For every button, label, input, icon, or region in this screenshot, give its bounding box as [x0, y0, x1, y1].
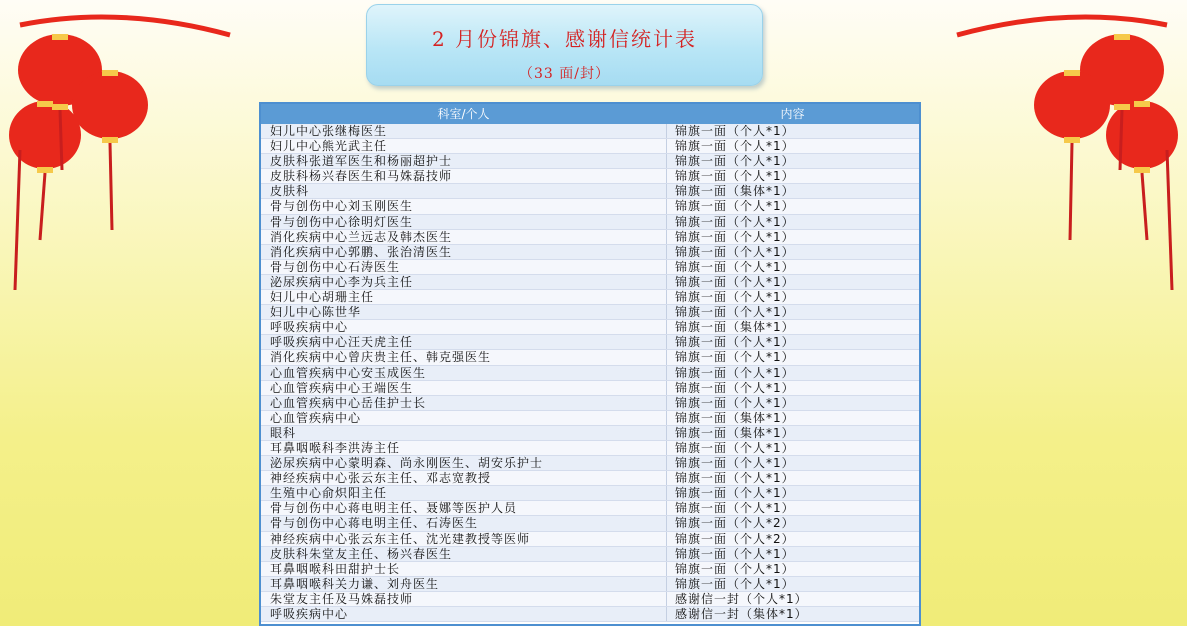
cell-content: 锦旗一面（集体*1） — [675, 425, 795, 440]
table-row — [261, 215, 919, 230]
table-row — [261, 396, 919, 411]
cell-department: 心血管疾病中心岳佳护士长 — [261, 396, 667, 410]
table-row — [261, 154, 919, 169]
cell-department: 消化疾病中心郭鹏、张治清医生 — [261, 245, 667, 259]
table-row — [261, 532, 919, 547]
cell-content: 锦旗一面（个人*1） — [675, 290, 795, 305]
cell-content: 锦旗一面（个人*1） — [675, 124, 795, 138]
cell-department: 泌尿疾病中心李为兵主任 — [261, 275, 667, 289]
cell-department: 消化疾病中心曾庆贵主任、韩克强医生 — [261, 350, 667, 364]
cell-department: 朱堂友主任及马姝磊技师 — [261, 592, 667, 606]
table-row — [261, 335, 919, 350]
cell-content: 锦旗一面（个人*2） — [675, 516, 795, 531]
cell-department: 妇儿中心熊光武主任 — [261, 139, 667, 153]
cell-department: 皮肤科杨兴春医生和马姝磊技师 — [261, 169, 667, 183]
cell-content: 锦旗一面（个人*1） — [675, 259, 795, 274]
cell-content: 锦旗一面（个人*1） — [675, 139, 795, 154]
page-title: 2 月份锦旗、感谢信统计表 — [431, 27, 698, 51]
page-subtitle: （33 面/封） — [519, 66, 610, 82]
table-row — [261, 320, 919, 335]
cell-content: 锦旗一面（个人*1） — [675, 214, 795, 229]
cell-content: 锦旗一面（个人*1） — [675, 169, 795, 184]
table-row — [261, 245, 919, 260]
cell-department: 神经疾病中心张云东主任、沈光建教授等医师 — [261, 532, 667, 546]
table-row — [261, 411, 919, 426]
table-header — [261, 104, 919, 124]
cell-department: 心血管疾病中心安玉成医生 — [261, 366, 667, 380]
cell-content: 锦旗一面（个人*1） — [675, 395, 795, 410]
cell-department: 妇儿中心陈世华 — [261, 305, 667, 319]
cell-content: 锦旗一面（个人*1） — [675, 305, 795, 320]
cell-department: 骨与创伤中心石涛医生 — [261, 260, 667, 274]
table-body — [261, 124, 919, 622]
cell-content: 锦旗一面（个人*1） — [675, 576, 795, 591]
cell-content: 锦旗一面（个人*1） — [675, 380, 795, 395]
header-content: 内容 — [780, 107, 805, 121]
cell-content: 锦旗一面（个人*2） — [675, 531, 795, 546]
cell-department: 皮肤科张道军医生和杨丽超护士 — [261, 154, 667, 168]
cell-department: 眼科 — [261, 426, 667, 440]
cell-department: 生殖中心俞炽阳主任 — [261, 486, 667, 500]
statistics-table — [259, 102, 921, 626]
table-row — [261, 562, 919, 577]
cell-content: 锦旗一面（个人*1） — [675, 335, 795, 350]
cell-department: 妇儿中心胡珊主任 — [261, 290, 667, 304]
cell-department: 耳鼻咽喉科关力谦、刘舟医生 — [261, 577, 667, 591]
table-row — [261, 547, 919, 562]
table-row — [261, 486, 919, 501]
table-row — [261, 305, 919, 320]
cell-department: 骨与创伤中心蒋电明主任、石涛医生 — [261, 516, 667, 530]
table-row — [261, 199, 919, 214]
cell-department: 呼吸疾病中心汪天虎主任 — [261, 335, 667, 349]
cell-department: 皮肤科 — [261, 184, 667, 198]
table-row — [261, 124, 919, 139]
cell-department: 妇儿中心张继梅医生 — [261, 124, 667, 138]
header-department: 科室/个人 — [437, 107, 490, 121]
cell-department: 泌尿疾病中心蒙明森、尚永刚医生、胡安乐护士 — [261, 456, 667, 470]
cell-department: 皮肤科朱堂友主任、杨兴春医生 — [261, 547, 667, 561]
cell-department: 心血管疾病中心王端医生 — [261, 381, 667, 395]
table-row — [261, 381, 919, 396]
cell-content: 感谢信一封（个人*1） — [675, 591, 808, 606]
cell-content: 锦旗一面（个人*1） — [675, 440, 795, 455]
lantern-decoration-left — [0, 0, 240, 300]
cell-department: 消化疾病中心兰远志及韩杰医生 — [261, 230, 667, 244]
cell-department: 呼吸疾病中心 — [261, 607, 667, 621]
table-row — [261, 275, 919, 290]
cell-department: 神经疾病中心张云东主任、邓志宽教授 — [261, 471, 667, 485]
table-row — [261, 607, 919, 622]
table-row — [261, 516, 919, 531]
cell-content: 感谢信一封（集体*1） — [675, 607, 808, 621]
table-row — [261, 230, 919, 245]
cell-content: 锦旗一面（集体*1） — [675, 184, 795, 199]
table-row — [261, 260, 919, 275]
table-row — [261, 441, 919, 456]
table-row — [261, 426, 919, 441]
cell-department: 骨与创伤中心徐明灯医生 — [261, 215, 667, 229]
cell-department: 骨与创伤中心刘玉刚医生 — [261, 199, 667, 213]
table-row — [261, 501, 919, 516]
table-row — [261, 366, 919, 381]
cell-department: 耳鼻咽喉科李洪涛主任 — [261, 441, 667, 455]
cell-content: 锦旗一面（个人*1） — [675, 244, 795, 259]
table-row — [261, 139, 919, 154]
cell-content: 锦旗一面（个人*1） — [675, 561, 795, 576]
table-row — [261, 169, 919, 184]
table-row — [261, 471, 919, 486]
cell-content: 锦旗一面（个人*1） — [675, 350, 795, 365]
cell-content: 锦旗一面（个人*1） — [675, 486, 795, 501]
cell-content: 锦旗一面（个人*1） — [675, 456, 795, 471]
cell-department: 耳鼻咽喉科田甜护士长 — [261, 562, 667, 576]
table-row — [261, 184, 919, 199]
cell-content: 锦旗一面（个人*1） — [675, 471, 795, 486]
table-row — [261, 592, 919, 607]
cell-department: 心血管疾病中心 — [261, 411, 667, 425]
table-row — [261, 456, 919, 471]
cell-department: 呼吸疾病中心 — [261, 320, 667, 334]
title-banner — [366, 4, 763, 86]
cell-department: 骨与创伤中心蒋电明主任、聂娜等医护人员 — [261, 501, 667, 515]
cell-content: 锦旗一面（个人*1） — [675, 229, 795, 244]
lantern-decoration-right — [947, 0, 1187, 300]
cell-content: 锦旗一面（个人*1） — [675, 199, 795, 214]
table-row — [261, 577, 919, 592]
cell-content: 锦旗一面（个人*1） — [675, 501, 795, 516]
cell-content: 锦旗一面（个人*1） — [675, 274, 795, 289]
cell-content: 锦旗一面（集体*1） — [675, 320, 795, 335]
cell-content: 锦旗一面（个人*1） — [675, 546, 795, 561]
table-row — [261, 290, 919, 305]
table-row — [261, 350, 919, 365]
cell-content: 锦旗一面（集体*1） — [675, 410, 795, 425]
cell-content: 锦旗一面（个人*1） — [675, 154, 795, 169]
cell-content: 锦旗一面（个人*1） — [675, 365, 795, 380]
